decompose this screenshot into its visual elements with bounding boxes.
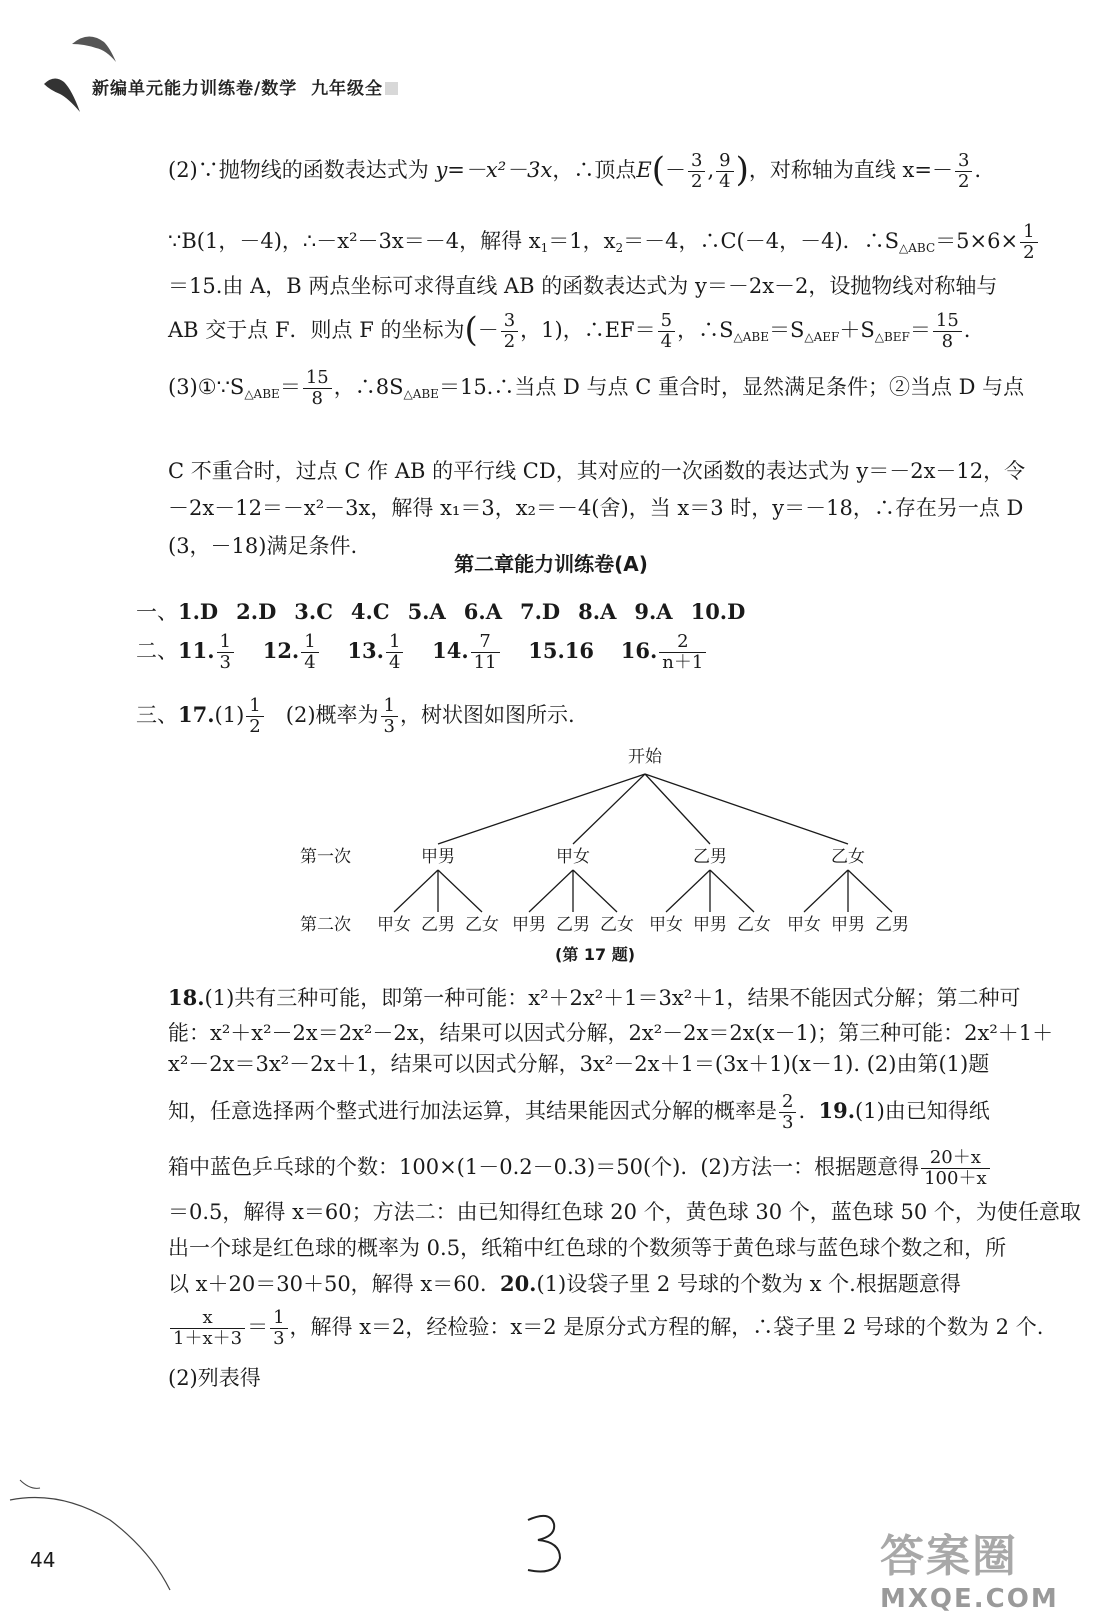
book-header [92,74,398,99]
tree-level2-node: 乙女 [737,915,771,935]
tree-branch [804,870,848,912]
answer-item: 1.D [178,599,219,624]
part2-line1: (2)∵抛物线的函数表达式为 y=－x²－3x，∴顶点E(－ $\frac{3}{2}$ , $\frac{9}{4}$ )，对称轴为直线 x=－ $\frac{3}{2}$ . [168,150,982,192]
tree-branch [666,870,710,912]
tree-level2-node: 乙男 [875,915,909,935]
tree-branch [529,870,573,912]
tree-level2-label: 第二次 [300,915,351,935]
part2-line4: AB 交于点 F．则点 F 的坐标为(－ $\frac{3}{2}$ ，1)，∴EF＝ $\frac{5}{4}$ ，$\therefore S_{\triangle ABE}=S_{\triangle AEF}+S_{\triangle BEF}=$ $\frac{15}{8}$ . [168,310,971,352]
tree-level2-node: 乙男 [421,915,455,935]
tree-root: 开始 [628,747,662,767]
handwritten-mark-icon [520,1510,570,1580]
bird-decoration-icon [70,30,120,70]
subject: 数学 [261,79,298,99]
tree-diagram [290,740,930,940]
tree-branch [710,870,754,912]
tree-level1-node: 甲男 [421,847,455,867]
q18-line3: x²－2x＝3x²－2x＋1，结果可以因式分解，3x²－2x＋1＝(3x＋1)(x－1). (2)由第(1)题 [168,1052,990,1076]
q19-line3: 出一个球是红色球的概率为 0.5，纸箱中红色球的个数须等于黄色球与蓝色球个数之和，所 [168,1236,1007,1260]
answers-row1: 一、1.D 2.D 3.C 4.C 5.A 6.A 7.D 8.A 9.A 10.D [136,599,746,624]
watermark: 答案圈 MXQE.COM [880,1531,1059,1614]
part2-line2: ∵B(1，－4)，∴－x²－3x＝－4，解得 $x_1=1$，$x_2=-4$，∴C(－4，－4)．$\therefore S_{\triangle ABC}=5\times 6\times$ $\frac{1}{2}$ [168,222,1040,263]
answers-row3: 三、17.(1) $\frac{1}{2}$ (2)概率为 $\frac{1}{3}$ ，树状图如图所示. [136,695,575,737]
tree-branch [645,774,710,844]
answer-item: 6.A [463,599,502,624]
part3-line4: (3，－18)满足条件. [168,534,358,558]
tree-branch [573,774,645,844]
answer-item: 5.A [407,599,446,624]
tree-level2-node: 乙女 [465,915,499,935]
book-title: 新编单元能力训练卷/ [92,79,262,99]
part3-line1: $(3)①\because S_{\triangle ABE}=$ $\frac{15}{8}$ ，$\therefore 8S_{\triangle ABE}=15.\therefore$当点 D 与点 C 重合时，显然满足条件；②当点 D 与点 [168,367,1025,409]
tree-level1-node: 乙女 [831,847,865,867]
answer-item: 3.C [294,599,333,624]
tree-level2-node: 甲女 [787,915,821,935]
grass-decoration-icon [0,1460,180,1600]
tree-branch [573,870,617,912]
answer-item: 8.A [578,599,617,624]
answer-item: 9.A [634,599,673,624]
tree-branch [848,870,892,912]
tree-level2-node: 乙女 [600,915,634,935]
part3-line3: －2x－12＝－x²－3x，解得 x₁＝3，x₂＝－4(舍)，当 x＝3 时，y＝－18，∴存在另一点 D [168,496,1024,520]
q18-line4: 知，任意选择两个整式进行加法运算，其结果能因式分解的概率是 $\frac{2}{3}$ . 19.(1)由已知得纸 [168,1091,990,1133]
answer-item: 4.C [350,599,390,624]
tree-caption: (第 17 题) [555,945,636,964]
grade: 九年级全 [311,79,384,99]
tree-level2-node: 甲男 [831,915,865,935]
answers-row2: 二、11. $\frac{1}{3}$ 12. $\frac{1}{4}$ 13. $\frac{1}{4}$ 14. $\frac{7}{11}$ 15.16 16. $\frac{2}{n+1}$ [136,632,708,673]
section-title: 第二章能力训练卷(A) [454,552,648,576]
tree-level2-node: 甲女 [377,915,411,935]
tree-level2-node: 甲男 [693,915,727,935]
q18-line2: 能：x²＋x²－2x＝2x²－2x，结果可以因式分解，2x²－2x＝2x(x－1)；第三种可能：2x²＋1＋ [168,1021,1054,1045]
tree-level1-node: 甲女 [556,847,590,867]
tree-level1-label: 第一次 [300,847,351,867]
q18-line1: 18.(1)共有三种可能，即第一种可能：x²＋2x²＋1＝3x²＋1，结果不能因式分解；第二种可 [168,985,1021,1010]
q19-line1: 箱中蓝色乒乓球的个数：100×(1－0.2－0.3)＝50(个). (2)方法一：根据题意得 $\frac{20+x}{100+x}$ [168,1148,992,1189]
q19-line4: 以 x＋20＝30＋50，解得 x＝60. 20.(1)设袋子里 2 号球的个数为 x 个.根据题意得 [168,1271,961,1296]
tree-level1-node: 乙男 [693,847,727,867]
part3-line2: C 不重合时，过点 C 作 AB 的平行线 CD，其对应的一次函数的表达式为 y＝－2x－12，令 [168,459,1026,483]
tree-branch [438,774,645,844]
answer-item: 2.D [236,599,277,624]
tree-level2-node: 甲男 [512,915,546,935]
part2-line3: ＝15.由 A，B 两点坐标可求得直线 AB 的函数表达式为 y＝－2x－2，设抛物线对称轴与 [168,274,998,298]
answer-item: 7.D [520,599,561,624]
tree-branch [645,774,848,844]
tree-level2-node: 甲女 [649,915,683,935]
answer-item: 10.D [690,599,746,624]
tree-branch [394,870,438,912]
tree-branch [438,870,482,912]
q20-line2: (2)列表得 [168,1366,261,1390]
bird-decoration-icon-2 [40,72,86,116]
page-number: 44 [30,1548,56,1572]
q20-line1: $\frac{x}{1+x+3}$ ＝ $\frac{1}{3}$ ，解得 x＝2，经检验：x＝2 是原分式方程的解，∴袋子里 2 号球的个数为 2 个. [168,1308,1043,1349]
tree-level2-node: 乙男 [556,915,590,935]
q19-line2: ＝0.5，解得 x＝60；方法二：由已知得红色球 20 个，黄色球 30 个，蓝色球 50 个，为使任意取 [168,1200,1081,1224]
